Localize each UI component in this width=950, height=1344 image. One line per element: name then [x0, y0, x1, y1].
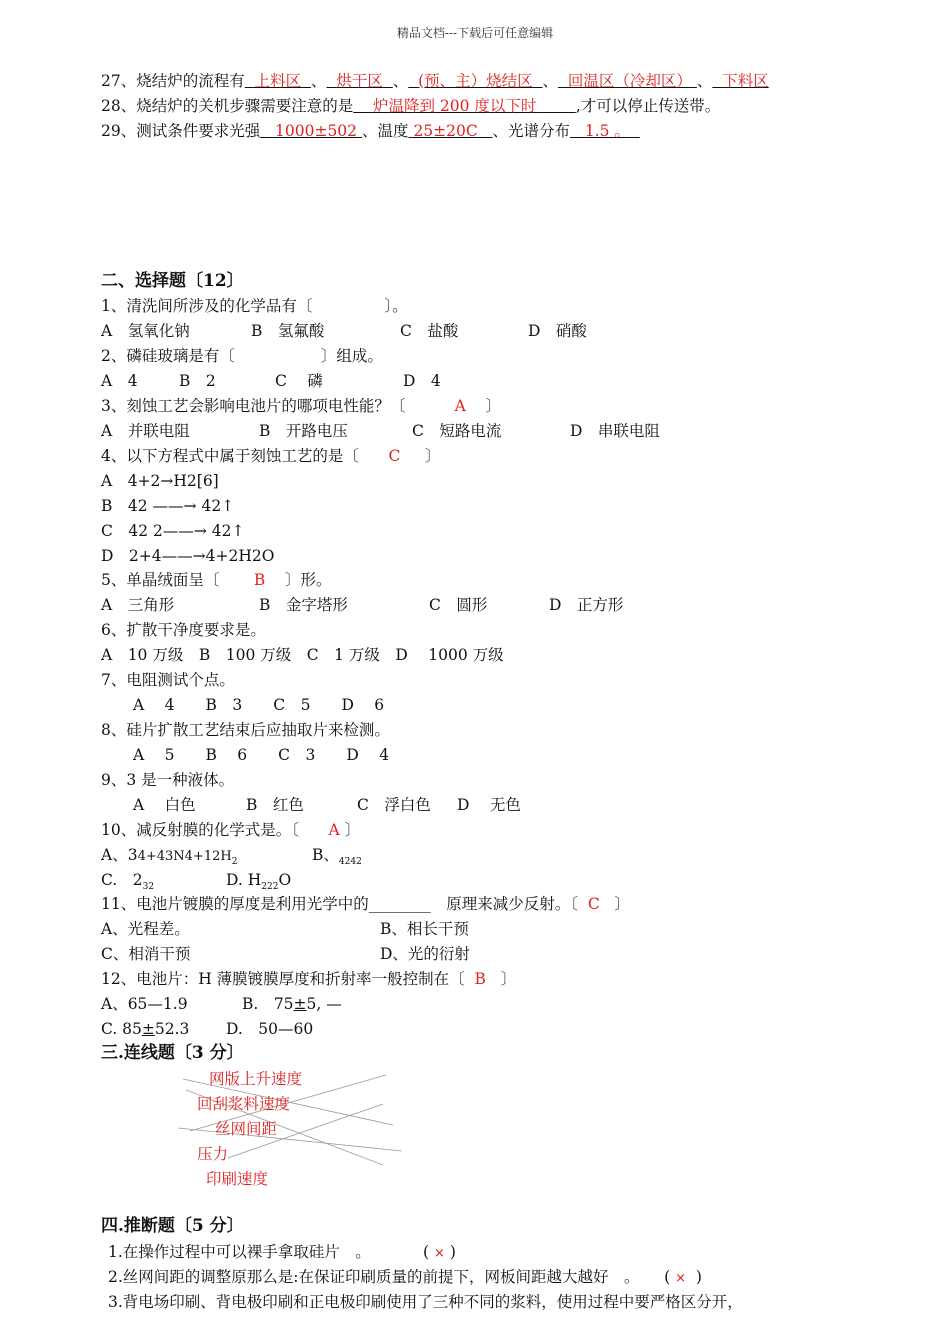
q6-stem: 6、扩散干净度要求是。	[101, 621, 266, 639]
section-3-title: 三.连线题〔3 分〕	[101, 1043, 244, 1063]
q12-options-ab: A、65—1.9 B. 75±5, —	[101, 995, 342, 1013]
match-item: 印刷速度	[206, 1170, 269, 1188]
q11-answer: C	[587, 895, 600, 913]
question-29: 29、测试条件要求光强 1000±502 、温度 25±20C 、光谱分布 1.5 。	[101, 122, 630, 140]
judge-q3: 3.背电场印刷、背电极印刷和正电极印刷使用了三种不同的浆料，使用过程中要严格区分开，	[108, 1293, 743, 1311]
judge-q1: 1.在操作过程中可以裸手拿取硅片 。 ( × )	[108, 1243, 456, 1261]
q11-options-cd: C、相消干预 D、光的衍射	[101, 945, 470, 963]
q8-stem: 8、硅片扩散工艺结束后应抽取片来检测。	[101, 721, 390, 739]
match-item: 丝网间距	[215, 1120, 278, 1138]
q3-options: A 并联电阻 B 开路电压 C 短路电流 D 串联电阻	[101, 422, 660, 440]
q3-stem: 3、刻蚀工艺会影响电池片的哪项电性能？〔 A 〕	[101, 397, 502, 415]
q2-stem: 2、磷硅玻璃是有〔 〕组成。	[101, 347, 383, 365]
q7-stem: 7、电阻测试个点。	[101, 671, 235, 689]
q4-option-d: D 2+4——→4+2H2O	[101, 547, 275, 565]
q5-stem: 5、单晶绒面呈〔 B 〕形。	[101, 571, 332, 589]
q8-options: A 5 B 6 C 3 D 4	[133, 746, 390, 764]
q1-options: A 氢氧化钠 B 氢氟酸 C 盐酸 D 硝酸	[101, 322, 587, 340]
q11-options-ab: A、光程差。 B、相长干预	[101, 920, 469, 938]
page-header: 精品文档---下载后可任意编辑	[396, 26, 554, 40]
q4-option-c: C 42 2——→ 42↑	[101, 522, 245, 540]
judge-q1-answer: ×	[434, 1246, 445, 1261]
q12-answer: B	[474, 970, 486, 988]
q10-options-ab: A、$34+43N4+12H_2$ B、$_{4242}$	[101, 846, 362, 868]
judge-q2: 2.丝网间距的调整原那么是:在保证印刷质量的前提下，网板间距越大越好 。 ( × )	[108, 1268, 702, 1286]
q4-option-a: A 4+2→H2[6]	[101, 472, 219, 490]
q9-stem: 9、3 是一种液体。	[101, 771, 235, 789]
q4-option-b: B 42 ——→ 42↑	[101, 497, 235, 515]
section-2-title: 二、选择题〔12〕	[101, 271, 244, 291]
q9-options: A 白色 B 红色 C 浮白色 D 无色	[133, 796, 521, 814]
q5-options: A 三角形 B 金字塔形 C 圆形 D 正方形	[101, 596, 624, 614]
question-28: 28、烧结炉的关机步骤需要注意的是 炉温降到 200 度以下时 ,才可以停止传送带。	[101, 97, 721, 115]
q4-answer: C	[388, 447, 401, 465]
q6-options: A 10 万级 B 100 万级 C 1 万级 D 1000 万级	[101, 646, 504, 664]
q12-options-cd: C. 85±52.3 D. 50—60	[101, 1020, 314, 1038]
judge-q2-answer: ×	[675, 1271, 687, 1286]
q4-stem: 4、以下方程式中属于刻蚀工艺的是〔 C 〕	[101, 447, 441, 465]
match-item: 回刮浆料速度	[197, 1095, 291, 1113]
question-27: 27、烧结炉的流程有 上料区 、 烘干区 、 (预、主）烧结区 、 回温区（冷却区） 、 下料区	[101, 72, 769, 90]
match-item: 网版上升速度	[209, 1070, 303, 1088]
q2-options: A 4 B 2 C 磷 D 4	[101, 372, 441, 390]
q10-options-cd: C. $2_{32}$ D. $H_{222}O$	[101, 871, 292, 893]
q10-answer: A	[328, 821, 340, 839]
q12-stem: 12、电池片：H 薄膜镀膜厚度和折射率一般控制在〔 B 〕	[101, 970, 517, 988]
q3-answer: A	[454, 397, 466, 415]
q7-options: A 4 B 3 C 5 D 6	[133, 696, 385, 714]
section-4-title: 四.推断题〔5 分〕	[101, 1216, 244, 1236]
match-item: 压力	[197, 1145, 229, 1163]
q1-stem: 1、清洗间所涉及的化学品有〔 〕。	[101, 297, 408, 315]
q10-stem: 10、减反射膜的化学式是。〔 A 〕	[101, 821, 361, 839]
q11-stem: 11、电池片镀膜的厚度是利用光学中的________ 原理来减少反射。〔 C 〕	[101, 895, 631, 913]
q5-answer: B	[253, 571, 266, 589]
